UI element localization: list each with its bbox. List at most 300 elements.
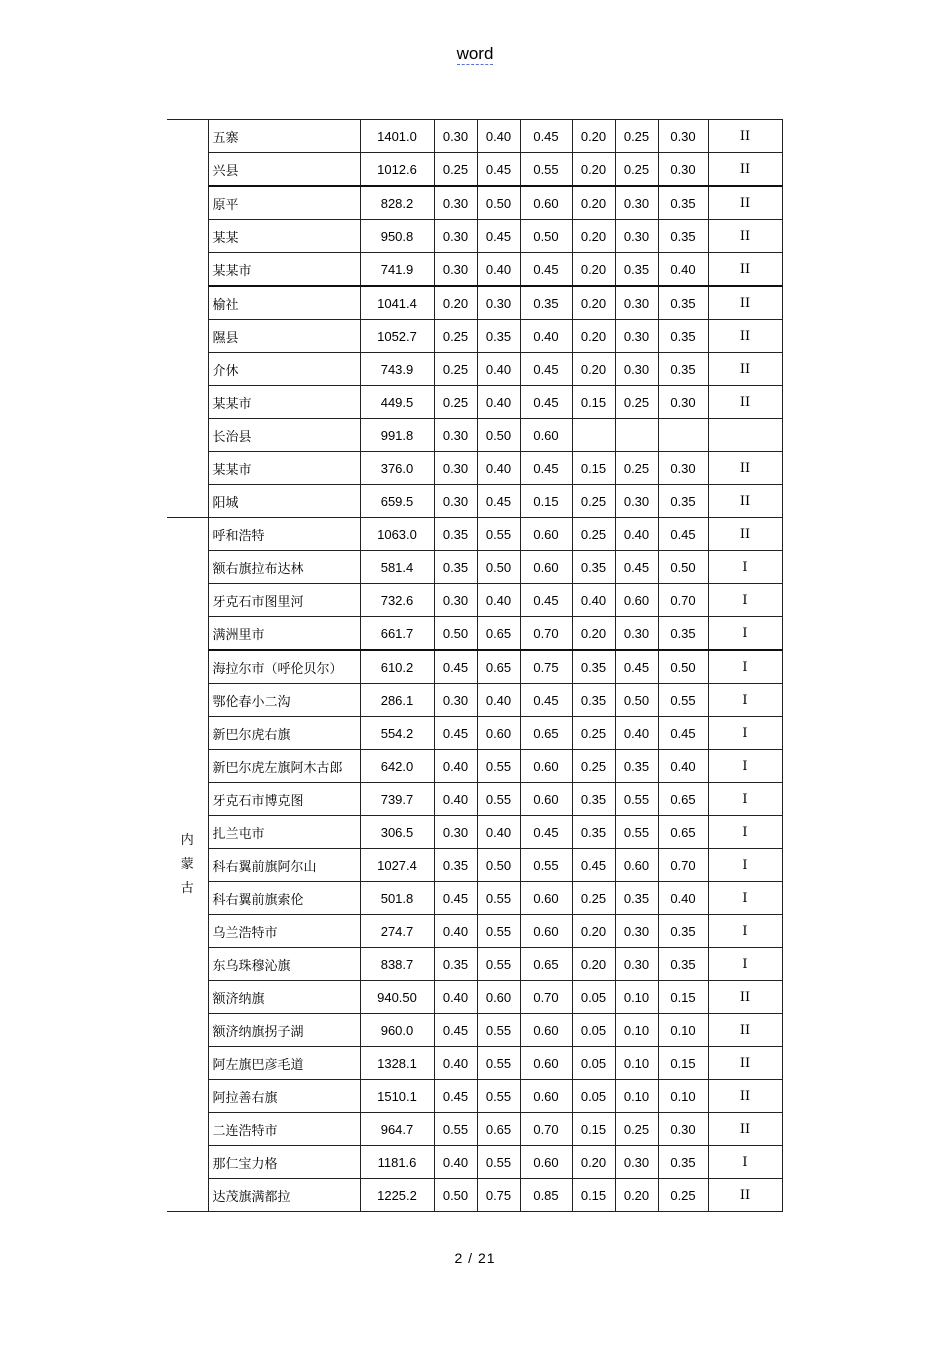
value-cell-3: 0.60 (520, 419, 572, 452)
elevation-cell: 376.0 (360, 452, 434, 485)
value-cell-3: 0.60 (520, 750, 572, 783)
value-cell-3: 0.60 (520, 1047, 572, 1080)
value-cell-3: 0.50 (520, 220, 572, 253)
table-row (167, 849, 782, 882)
value-cell-6: 0.30 (658, 452, 708, 485)
value-cell-5: 0.30 (615, 320, 658, 353)
grade-cell: I (708, 750, 782, 783)
value-cell-6: 0.65 (658, 783, 708, 816)
table-row (167, 485, 782, 518)
value-cell-1: 0.25 (434, 353, 477, 386)
value-cell-5: 0.55 (615, 816, 658, 849)
value-cell-1: 0.40 (434, 783, 477, 816)
station-name-cell: 五寨 (208, 120, 360, 153)
value-cell-5: 0.40 (615, 518, 658, 551)
station-name-cell: 额济纳旗拐子湖 (208, 1014, 360, 1047)
table-row (167, 684, 782, 717)
value-cell-5: 0.35 (615, 253, 658, 287)
value-cell-3: 0.60 (520, 518, 572, 551)
value-cell-1: 0.30 (434, 816, 477, 849)
elevation-cell: 1052.7 (360, 320, 434, 353)
grade-cell: II (708, 220, 782, 253)
value-cell-1: 0.50 (434, 617, 477, 651)
value-cell-3: 0.70 (520, 981, 572, 1014)
grade-cell: II (708, 120, 782, 153)
value-cell-6: 0.30 (658, 153, 708, 187)
station-name-cell: 东乌珠穆沁旗 (208, 948, 360, 981)
value-cell-2: 0.55 (477, 882, 520, 915)
value-cell-4: 0.35 (572, 684, 615, 717)
station-name-cell: 鄂伦春小二沟 (208, 684, 360, 717)
elevation-cell: 286.1 (360, 684, 434, 717)
value-cell-4: 0.35 (572, 816, 615, 849)
value-cell-2: 0.40 (477, 353, 520, 386)
value-cell-2: 0.55 (477, 948, 520, 981)
value-cell-5: 0.20 (615, 1179, 658, 1212)
elevation-cell: 741.9 (360, 253, 434, 287)
value-cell-3: 0.60 (520, 186, 572, 220)
value-cell-5: 0.10 (615, 1047, 658, 1080)
value-cell-3: 0.15 (520, 485, 572, 518)
value-cell-2: 0.45 (477, 153, 520, 187)
elevation-cell: 1063.0 (360, 518, 434, 551)
elevation-cell: 838.7 (360, 948, 434, 981)
value-cell-6: 0.35 (658, 485, 708, 518)
value-cell-1: 0.40 (434, 1047, 477, 1080)
value-cell-1: 0.40 (434, 750, 477, 783)
value-cell-4: 0.20 (572, 253, 615, 287)
value-cell-2: 0.75 (477, 1179, 520, 1212)
value-cell-6: 0.45 (658, 717, 708, 750)
value-cell-3: 0.60 (520, 783, 572, 816)
value-cell-5: 0.60 (615, 584, 658, 617)
table-row (167, 1113, 782, 1146)
elevation-cell: 950.8 (360, 220, 434, 253)
value-cell-6: 0.70 (658, 849, 708, 882)
table-row (167, 253, 782, 287)
table-row (167, 981, 782, 1014)
elevation-cell: 501.8 (360, 882, 434, 915)
value-cell-1: 0.30 (434, 584, 477, 617)
value-cell-4: 0.20 (572, 220, 615, 253)
value-cell-4: 0.25 (572, 485, 615, 518)
value-cell-3: 0.65 (520, 948, 572, 981)
value-cell-2: 0.40 (477, 452, 520, 485)
elevation-cell: 964.7 (360, 1113, 434, 1146)
value-cell-3: 0.45 (520, 452, 572, 485)
elevation-cell: 581.4 (360, 551, 434, 584)
value-cell-2: 0.35 (477, 320, 520, 353)
value-cell-4: 0.20 (572, 286, 615, 320)
value-cell-1: 0.40 (434, 981, 477, 1014)
table-row (167, 419, 782, 452)
grade-cell: II (708, 153, 782, 187)
value-cell-5: 0.60 (615, 849, 658, 882)
value-cell-6: 0.35 (658, 286, 708, 320)
station-name-cell: 阿左旗巴彦毛道 (208, 1047, 360, 1080)
value-cell-1: 0.30 (434, 253, 477, 287)
elevation-cell: 610.2 (360, 650, 434, 684)
table-row (167, 551, 782, 584)
value-cell-4: 0.20 (572, 617, 615, 651)
value-cell-4: 0.25 (572, 750, 615, 783)
value-cell-6: 0.45 (658, 518, 708, 551)
value-cell-4: 0.35 (572, 551, 615, 584)
table-body (167, 120, 782, 1212)
value-cell-4: 0.20 (572, 320, 615, 353)
value-cell-5 (615, 419, 658, 452)
grade-cell: II (708, 320, 782, 353)
station-name-cell: 额右旗拉布达林 (208, 551, 360, 584)
value-cell-2: 0.60 (477, 981, 520, 1014)
table-row (167, 915, 782, 948)
value-cell-6: 0.40 (658, 750, 708, 783)
station-name-cell: 介休 (208, 353, 360, 386)
station-name-cell: 科右翼前旗索伦 (208, 882, 360, 915)
elevation-cell: 732.6 (360, 584, 434, 617)
value-cell-5: 0.30 (615, 617, 658, 651)
grade-cell: II (708, 981, 782, 1014)
value-cell-5: 0.25 (615, 1113, 658, 1146)
value-cell-4: 0.25 (572, 717, 615, 750)
value-cell-4: 0.20 (572, 353, 615, 386)
grade-cell: II (708, 1080, 782, 1113)
grade-cell: II (708, 1179, 782, 1212)
value-cell-1: 0.25 (434, 386, 477, 419)
value-cell-2: 0.40 (477, 120, 520, 153)
station-name-cell: 阳城 (208, 485, 360, 518)
value-cell-1: 0.50 (434, 1179, 477, 1212)
elevation-cell: 739.7 (360, 783, 434, 816)
value-cell-2: 0.45 (477, 220, 520, 253)
value-cell-5: 0.35 (615, 882, 658, 915)
station-name-cell: 某某 (208, 220, 360, 253)
value-cell-6: 0.40 (658, 253, 708, 287)
value-cell-1: 0.25 (434, 320, 477, 353)
value-cell-2: 0.65 (477, 617, 520, 651)
value-cell-2: 0.40 (477, 816, 520, 849)
station-name-cell: 新巴尔虎右旗 (208, 717, 360, 750)
page-number: 2 / 21 (454, 1250, 496, 1266)
table-row (167, 750, 782, 783)
elevation-cell: 1027.4 (360, 849, 434, 882)
table-row (167, 717, 782, 750)
value-cell-4: 0.05 (572, 1080, 615, 1113)
value-cell-2: 0.30 (477, 286, 520, 320)
value-cell-4 (572, 419, 615, 452)
value-cell-3: 0.65 (520, 717, 572, 750)
value-cell-3: 0.85 (520, 1179, 572, 1212)
value-cell-1: 0.45 (434, 1014, 477, 1047)
table-row (167, 617, 782, 651)
value-cell-2: 0.60 (477, 717, 520, 750)
value-cell-6: 0.15 (658, 981, 708, 1014)
value-cell-2: 0.55 (477, 518, 520, 551)
value-cell-5: 0.35 (615, 750, 658, 783)
value-cell-4: 0.25 (572, 518, 615, 551)
region-char: 古 (180, 880, 194, 896)
table-row (167, 584, 782, 617)
table-row (167, 186, 782, 220)
value-cell-3: 0.60 (520, 1014, 572, 1047)
value-cell-6: 0.35 (658, 915, 708, 948)
table-row (167, 518, 782, 551)
elevation-cell: 743.9 (360, 353, 434, 386)
elevation-cell: 1510.1 (360, 1080, 434, 1113)
value-cell-4: 0.15 (572, 386, 615, 419)
table-row (167, 1146, 782, 1179)
value-cell-3: 0.70 (520, 617, 572, 651)
value-cell-1: 0.45 (434, 1080, 477, 1113)
table-row (167, 1014, 782, 1047)
station-name-cell: 某某市 (208, 452, 360, 485)
value-cell-6: 0.30 (658, 386, 708, 419)
value-cell-2: 0.40 (477, 253, 520, 287)
station-name-cell: 牙克石市博克图 (208, 783, 360, 816)
value-cell-1: 0.25 (434, 153, 477, 187)
value-cell-2: 0.50 (477, 551, 520, 584)
grade-cell: II (708, 518, 782, 551)
table-row (167, 220, 782, 253)
value-cell-2: 0.50 (477, 849, 520, 882)
value-cell-6: 0.35 (658, 617, 708, 651)
grade-cell: I (708, 684, 782, 717)
value-cell-4: 0.05 (572, 1014, 615, 1047)
value-cell-6: 0.50 (658, 551, 708, 584)
grade-cell: II (708, 353, 782, 386)
grade-cell: II (708, 1047, 782, 1080)
value-cell-2: 0.55 (477, 1146, 520, 1179)
value-cell-5: 0.10 (615, 981, 658, 1014)
value-cell-5: 0.25 (615, 452, 658, 485)
elevation-cell: 449.5 (360, 386, 434, 419)
value-cell-1: 0.30 (434, 485, 477, 518)
elevation-cell: 306.5 (360, 816, 434, 849)
value-cell-4: 0.20 (572, 186, 615, 220)
elevation-cell: 659.5 (360, 485, 434, 518)
value-cell-6: 0.30 (658, 1113, 708, 1146)
grade-cell: I (708, 948, 782, 981)
grade-cell: I (708, 551, 782, 584)
value-cell-3: 0.45 (520, 253, 572, 287)
region-char: 蒙 (180, 856, 194, 872)
elevation-cell: 1401.0 (360, 120, 434, 153)
value-cell-5: 0.30 (615, 220, 658, 253)
value-cell-6: 0.55 (658, 684, 708, 717)
value-cell-1: 0.20 (434, 286, 477, 320)
value-cell-1: 0.30 (434, 220, 477, 253)
value-cell-3: 0.60 (520, 915, 572, 948)
value-cell-3: 0.45 (520, 684, 572, 717)
grade-cell: I (708, 915, 782, 948)
grade-cell: I (708, 783, 782, 816)
value-cell-4: 0.05 (572, 1047, 615, 1080)
page-header (0, 44, 950, 64)
station-name-cell: 榆社 (208, 286, 360, 320)
elevation-cell: 1012.6 (360, 153, 434, 187)
value-cell-1: 0.35 (434, 551, 477, 584)
grade-cell: II (708, 253, 782, 287)
elevation-cell: 991.8 (360, 419, 434, 452)
table-row (167, 882, 782, 915)
value-cell-5: 0.30 (615, 485, 658, 518)
station-name-cell: 牙克石市图里河 (208, 584, 360, 617)
value-cell-6: 0.35 (658, 353, 708, 386)
station-name-cell: 满洲里市 (208, 617, 360, 651)
station-name-cell: 某某市 (208, 386, 360, 419)
value-cell-2: 0.50 (477, 419, 520, 452)
elevation-cell: 1181.6 (360, 1146, 434, 1179)
value-cell-6: 0.35 (658, 948, 708, 981)
value-cell-4: 0.20 (572, 120, 615, 153)
value-cell-5: 0.25 (615, 120, 658, 153)
region-cell (167, 518, 208, 1212)
value-cell-5: 0.30 (615, 353, 658, 386)
value-cell-1: 0.30 (434, 186, 477, 220)
page-footer (0, 1250, 950, 1266)
value-cell-6 (658, 419, 708, 452)
value-cell-2: 0.55 (477, 1014, 520, 1047)
grade-cell: II (708, 186, 782, 220)
value-cell-1: 0.40 (434, 1146, 477, 1179)
value-cell-6: 0.30 (658, 120, 708, 153)
value-cell-1: 0.40 (434, 915, 477, 948)
value-cell-4: 0.20 (572, 915, 615, 948)
station-name-cell: 原平 (208, 186, 360, 220)
value-cell-1: 0.30 (434, 684, 477, 717)
value-cell-5: 0.30 (615, 186, 658, 220)
table-row (167, 650, 782, 684)
station-name-cell: 某某市 (208, 253, 360, 287)
grade-cell: I (708, 584, 782, 617)
station-name-cell: 隰县 (208, 320, 360, 353)
station-name-cell: 达茂旗满都拉 (208, 1179, 360, 1212)
value-cell-5: 0.45 (615, 650, 658, 684)
value-cell-6: 0.35 (658, 220, 708, 253)
value-cell-2: 0.55 (477, 915, 520, 948)
value-cell-5: 0.30 (615, 1146, 658, 1179)
elevation-cell: 940.50 (360, 981, 434, 1014)
table-row (167, 386, 782, 419)
value-cell-2: 0.55 (477, 1047, 520, 1080)
value-cell-2: 0.65 (477, 1113, 520, 1146)
value-cell-5: 0.25 (615, 153, 658, 187)
station-name-cell: 呼和浩特 (208, 518, 360, 551)
value-cell-6: 0.50 (658, 650, 708, 684)
grade-cell: I (708, 816, 782, 849)
elevation-cell: 960.0 (360, 1014, 434, 1047)
value-cell-1: 0.35 (434, 518, 477, 551)
station-name-cell: 科右翼前旗阿尔山 (208, 849, 360, 882)
value-cell-3: 0.70 (520, 1113, 572, 1146)
value-cell-6: 0.10 (658, 1014, 708, 1047)
value-cell-6: 0.70 (658, 584, 708, 617)
station-name-cell: 长治县 (208, 419, 360, 452)
grade-cell: II (708, 286, 782, 320)
header-title: word (456, 44, 494, 63)
value-cell-5: 0.10 (615, 1080, 658, 1113)
value-cell-6: 0.35 (658, 320, 708, 353)
value-cell-3: 0.45 (520, 584, 572, 617)
value-cell-1: 0.35 (434, 948, 477, 981)
elevation-cell: 661.7 (360, 617, 434, 651)
value-cell-6: 0.10 (658, 1080, 708, 1113)
value-cell-6: 0.40 (658, 882, 708, 915)
value-cell-1: 0.55 (434, 1113, 477, 1146)
station-name-cell: 乌兰浩特市 (208, 915, 360, 948)
station-name-cell: 额济纳旗 (208, 981, 360, 1014)
elevation-cell: 1041.4 (360, 286, 434, 320)
value-cell-4: 0.15 (572, 1113, 615, 1146)
value-cell-1: 0.30 (434, 419, 477, 452)
value-cell-3: 0.45 (520, 816, 572, 849)
value-cell-2: 0.40 (477, 684, 520, 717)
value-cell-5: 0.45 (615, 551, 658, 584)
value-cell-5: 0.30 (615, 286, 658, 320)
value-cell-3: 0.45 (520, 353, 572, 386)
station-name-cell: 那仁宝力格 (208, 1146, 360, 1179)
value-cell-5: 0.10 (615, 1014, 658, 1047)
value-cell-6: 0.35 (658, 186, 708, 220)
table-row (167, 286, 782, 320)
value-cell-3: 0.45 (520, 386, 572, 419)
value-cell-2: 0.40 (477, 386, 520, 419)
value-cell-3: 0.40 (520, 320, 572, 353)
table-row (167, 120, 782, 153)
station-name-cell: 新巴尔虎左旗阿木古郎 (208, 750, 360, 783)
table-row (167, 816, 782, 849)
value-cell-5: 0.30 (615, 948, 658, 981)
table-row (167, 1047, 782, 1080)
value-cell-4: 0.35 (572, 783, 615, 816)
station-name-cell: 扎兰屯市 (208, 816, 360, 849)
value-cell-2: 0.55 (477, 1080, 520, 1113)
value-cell-5: 0.30 (615, 915, 658, 948)
value-cell-2: 0.55 (477, 750, 520, 783)
value-cell-3: 0.60 (520, 882, 572, 915)
station-name-cell: 二连浩特市 (208, 1113, 360, 1146)
elevation-cell: 554.2 (360, 717, 434, 750)
elevation-cell: 274.7 (360, 915, 434, 948)
value-cell-2: 0.40 (477, 584, 520, 617)
table-row (167, 452, 782, 485)
value-cell-4: 0.45 (572, 849, 615, 882)
grade-cell: I (708, 717, 782, 750)
value-cell-2: 0.55 (477, 783, 520, 816)
value-cell-2: 0.50 (477, 186, 520, 220)
value-cell-3: 0.55 (520, 849, 572, 882)
value-cell-4: 0.20 (572, 948, 615, 981)
grade-cell: II (708, 485, 782, 518)
value-cell-2: 0.45 (477, 485, 520, 518)
value-cell-3: 0.60 (520, 1146, 572, 1179)
grade-cell (708, 419, 782, 452)
value-cell-6: 0.65 (658, 816, 708, 849)
grade-cell: II (708, 452, 782, 485)
region-cell (167, 120, 208, 518)
grade-cell: I (708, 650, 782, 684)
grade-cell: I (708, 1146, 782, 1179)
value-cell-4: 0.15 (572, 1179, 615, 1212)
value-cell-1: 0.45 (434, 882, 477, 915)
elevation-cell: 1225.2 (360, 1179, 434, 1212)
value-cell-5: 0.40 (615, 717, 658, 750)
value-cell-4: 0.35 (572, 650, 615, 684)
table-row (167, 783, 782, 816)
climate-data-table (167, 119, 783, 1212)
station-name-cell: 兴县 (208, 153, 360, 187)
value-cell-3: 0.60 (520, 551, 572, 584)
